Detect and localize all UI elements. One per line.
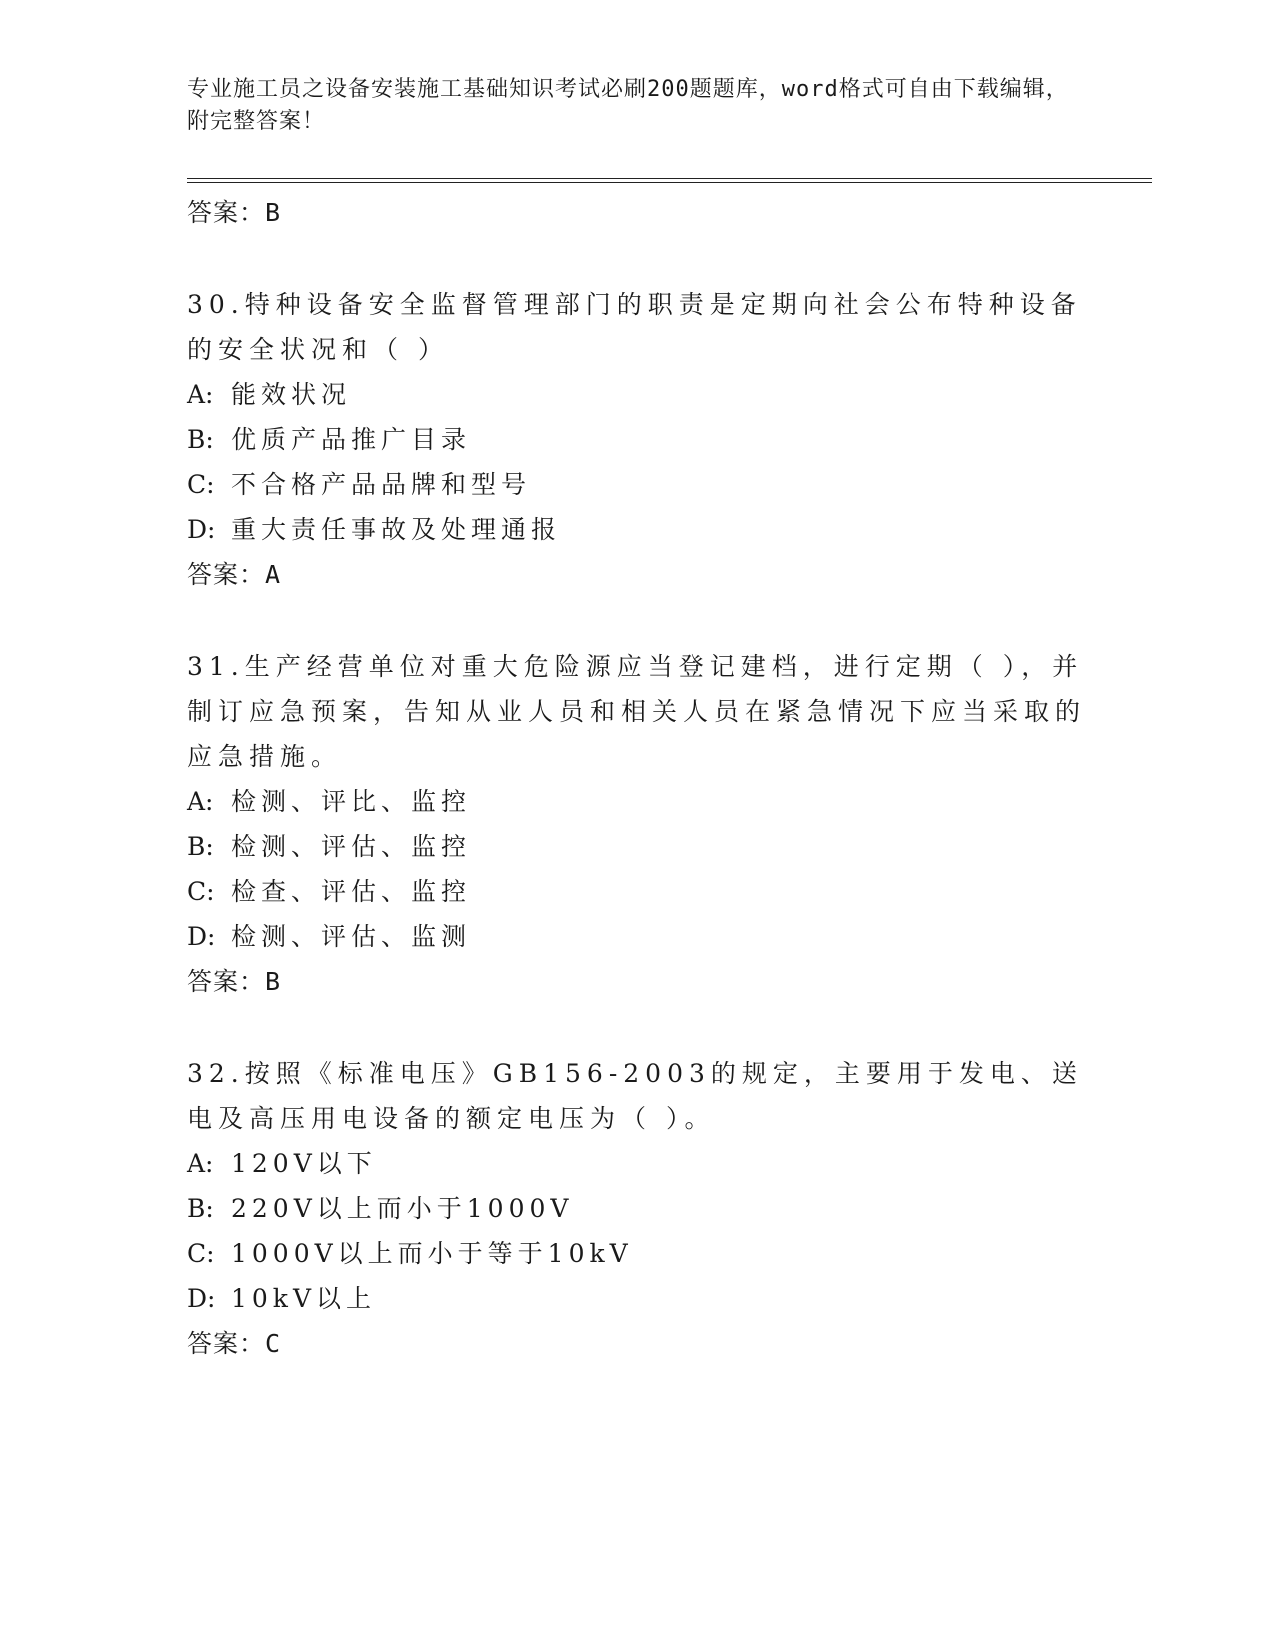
header-divider-bottom	[187, 182, 1152, 183]
answer-line: 答案：C	[187, 1329, 282, 1358]
option-a: A: 检测、评比、监控	[187, 787, 472, 816]
document-body	[187, 190, 1087, 1366]
option-d: D: 重大责任事故及处理通报	[187, 515, 562, 544]
question-text: 32.按照《标准电压》GB156-2003的规定，主要用于发电、送电及高压用电设备的额定电压为（ ）。	[187, 1059, 1083, 1133]
option-c: C: 检查、评估、监控	[187, 877, 472, 906]
header-divider-top	[187, 178, 1152, 179]
question-block-31	[187, 644, 1087, 1004]
document-header: 专业施工员之设备安装施工基础知识考试必刷200题题库，word格式可自由下载编辑，附完整答案！	[187, 77, 1069, 134]
option-c: C: 1000V以上而小于等于10kV	[187, 1239, 633, 1268]
option-b: B: 检测、评估、监控	[187, 832, 472, 861]
answer-line: 答案：B	[187, 967, 282, 996]
option-a: A: 能效状况	[187, 380, 352, 409]
option-d: D: 检测、评估、监测	[187, 922, 472, 951]
answer-line: 答案：B	[187, 198, 282, 227]
option-b: B: 优质产品推广目录	[187, 425, 472, 454]
question-block-32	[187, 1051, 1087, 1366]
question-text: 31.生产经营单位对重大危险源应当登记建档，进行定期（ ），并制订应急预案，告知从业人员和相关人员在紧急情况下应当采取的应急措施。	[187, 652, 1087, 771]
option-d: D: 10kV以上	[187, 1284, 377, 1313]
answer-line: 答案：A	[187, 560, 282, 589]
option-c: C: 不合格产品品牌和型号	[187, 470, 532, 499]
question-block-30	[187, 282, 1087, 597]
question-text: 30.特种设备安全监督管理部门的职责是定期向社会公布特种设备的安全状况和（ ）	[187, 290, 1082, 364]
option-b: B: 220V以上而小于1000V	[187, 1194, 574, 1223]
option-a: A: 120V以下	[187, 1149, 377, 1178]
